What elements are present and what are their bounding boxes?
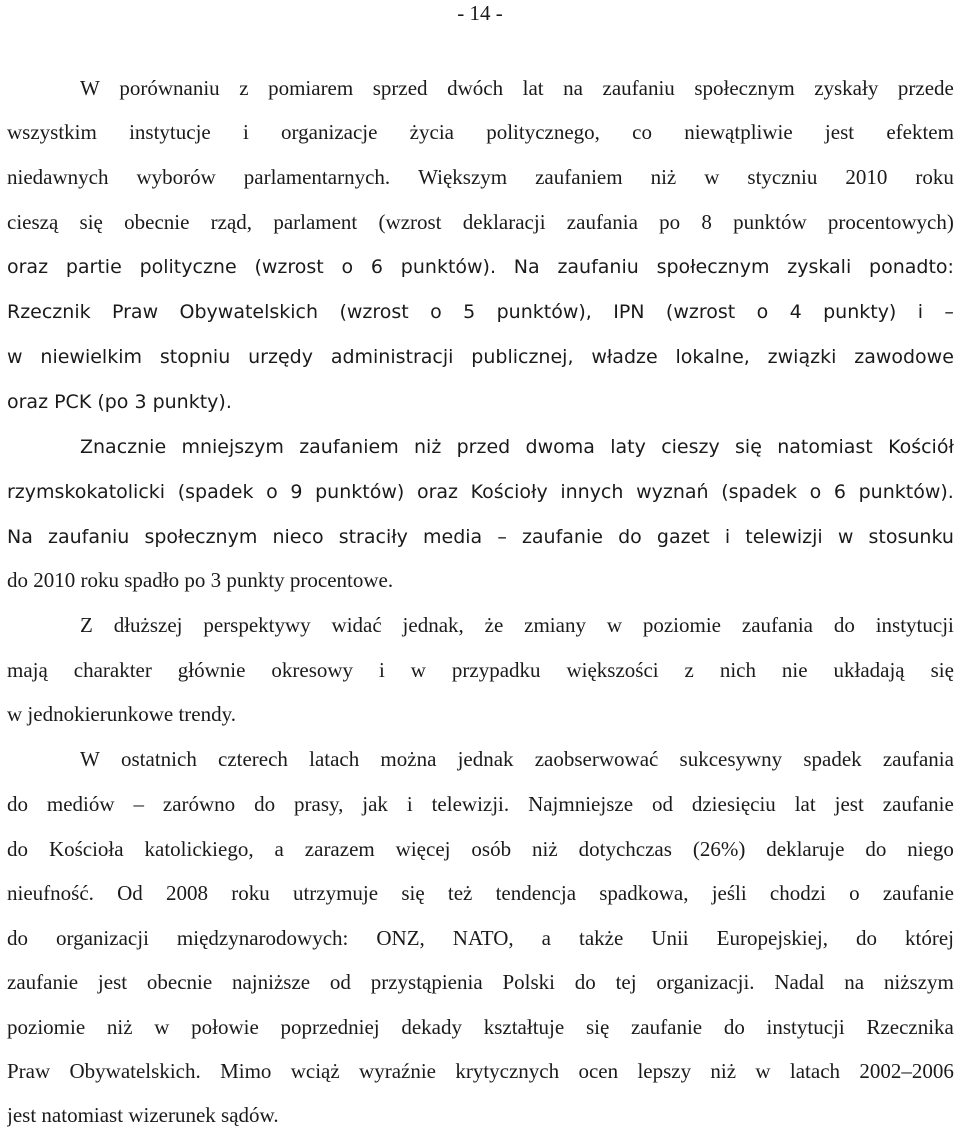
word: się [735, 436, 762, 458]
word: Kościoła [48, 837, 124, 861]
text-line: oraz PCK (po 3 punkty). [7, 391, 232, 413]
word: oraz [416, 481, 459, 503]
word: do [618, 526, 642, 548]
word: latach [309, 747, 360, 771]
word: międzynarodowych: [176, 926, 349, 950]
word: 2002–2006 [859, 1059, 954, 1083]
word: Europejskiej, [716, 926, 829, 950]
word: Obywatelskich. [69, 1059, 201, 1083]
word: też [447, 881, 473, 905]
word: z [684, 658, 694, 682]
word: w [704, 165, 720, 189]
word: katolickiego, [144, 837, 254, 861]
text-line [7, 344, 954, 370]
word: się [585, 1015, 610, 1039]
word: wciąż [290, 1059, 340, 1083]
word: nie [781, 658, 808, 682]
text-line: do 2010 roku spadło po 3 punkty procentowe. [7, 568, 394, 592]
word: niż [532, 837, 558, 861]
word: punktów [733, 210, 807, 234]
word: społecznym [694, 76, 795, 100]
word: niewątpliwie [684, 120, 793, 144]
word: niego [907, 837, 954, 861]
word: do [7, 837, 28, 861]
word: się [401, 881, 425, 905]
word: deklaracji [462, 210, 546, 234]
word: i [378, 658, 385, 682]
word: o [430, 301, 442, 323]
word: przed [456, 436, 511, 458]
word: parlamentarnych. [243, 165, 391, 189]
word: kształtuje [483, 1015, 565, 1039]
word: dziesięciu [691, 792, 776, 816]
word: 8 [701, 210, 712, 234]
word: instytucje [129, 120, 211, 144]
word: zaufaniu [602, 76, 675, 100]
word: nieufność. [7, 881, 94, 905]
word: Kościół [888, 436, 954, 458]
word: partie [65, 256, 122, 278]
word: się [79, 210, 103, 234]
word: zaufania [882, 747, 954, 771]
word: zaufaniu [557, 256, 639, 278]
word: – [133, 792, 144, 816]
word: sprzed [372, 76, 428, 100]
word: zawodowe [854, 346, 954, 368]
text-line [80, 746, 954, 772]
word: poziomie [7, 1015, 86, 1039]
word: – [944, 301, 954, 323]
word: stopniu [159, 346, 231, 368]
word: zarazem [304, 837, 375, 861]
word: wyraźnie [359, 1059, 436, 1083]
word: organizacji. [656, 970, 755, 994]
word: Rzecznik [7, 301, 91, 323]
word: do [7, 926, 28, 950]
word: obecnie [146, 970, 213, 994]
text-line: jest natomiast wizerunek sądów. [7, 1103, 279, 1127]
word: zaufanie [630, 1015, 703, 1039]
word: rząd, [210, 210, 253, 234]
word: cieszą [7, 210, 59, 234]
text-line [7, 880, 954, 906]
word: W [80, 747, 100, 771]
word: organizacje [281, 120, 378, 144]
word: mediów [46, 792, 115, 816]
word: ponadto: [869, 256, 954, 278]
word: a [541, 926, 551, 950]
word: nieco [272, 526, 324, 548]
word: punktów). [400, 256, 497, 278]
word: 5 [463, 301, 476, 323]
word: że [484, 613, 504, 637]
word: także [578, 926, 624, 950]
word: o [756, 301, 769, 323]
text-line [7, 299, 954, 325]
word: jeśli [711, 881, 747, 905]
word: głównie [177, 658, 246, 682]
word: lepszy [637, 1059, 692, 1083]
word: o [266, 481, 278, 503]
word: do [574, 970, 596, 994]
word: 6 [833, 481, 846, 503]
word: innych [560, 481, 624, 503]
word: w [154, 1015, 170, 1039]
word: urzędy [248, 346, 313, 368]
word: przede [897, 76, 954, 100]
word: Najmniejsze [528, 792, 634, 816]
word: punktów), [496, 301, 592, 323]
word: zarówno [162, 792, 236, 816]
word: Na [7, 526, 33, 548]
word: (wzrost [339, 301, 409, 323]
word: ocen [578, 1059, 619, 1083]
text-line [80, 612, 954, 638]
word: zmiany [524, 613, 586, 637]
word: 2010 [845, 165, 888, 189]
text-line [7, 209, 954, 235]
word: Unii [651, 926, 689, 950]
word: dekady [401, 1015, 463, 1039]
word: zaufania [741, 613, 813, 637]
word: okresowy [271, 658, 354, 682]
word: IPN [613, 301, 645, 323]
word: ONZ, [376, 926, 425, 950]
text-line [7, 1058, 954, 1084]
word: poziomie [642, 613, 722, 637]
word: (spadek [177, 481, 254, 503]
word: wyznań [636, 481, 709, 503]
word: więcej [395, 837, 451, 861]
word: wszystkim [7, 120, 97, 144]
word: porównaniu [119, 76, 220, 100]
word: widać [331, 613, 382, 637]
word: większości [566, 658, 659, 682]
word: natomiast [777, 436, 873, 458]
word: o [809, 481, 822, 503]
word: laty [610, 436, 646, 458]
word: lat [522, 76, 544, 100]
word: zaufaniem [535, 165, 623, 189]
word: instytucji [766, 1015, 845, 1039]
word: niż [650, 165, 677, 189]
text-line [7, 969, 954, 995]
word: obecnie [124, 210, 190, 234]
word: zaufaniem [299, 436, 399, 458]
word: (26%) [692, 837, 746, 861]
word: roku [231, 881, 270, 905]
word: media [423, 526, 483, 548]
word: mają [7, 658, 48, 682]
word: krytycznych [455, 1059, 560, 1083]
word: przystąpienia [370, 970, 483, 994]
word: jak [362, 792, 388, 816]
word: o [849, 881, 860, 905]
word: mniejszym [181, 436, 284, 458]
word: jednak [457, 747, 514, 771]
word: zyskały [814, 76, 879, 100]
word: Praw [7, 1059, 51, 1083]
word: telewizji [745, 526, 823, 548]
word: do [856, 926, 878, 950]
word: lat [794, 792, 816, 816]
word: 2008 [166, 881, 209, 905]
word: i [917, 301, 924, 323]
word: można [380, 747, 437, 771]
word: spadkowa, [599, 881, 689, 905]
word: zaufanie [882, 792, 954, 816]
word: stosunku [868, 526, 954, 548]
word: Większym [418, 165, 508, 189]
word: punktów). [858, 481, 954, 503]
word: sukcesywny [679, 747, 783, 771]
word: niż [414, 436, 442, 458]
word: prasy, [294, 792, 344, 816]
page-number: - 14 - [457, 1, 503, 25]
word: od [651, 792, 673, 816]
word: organizacji [56, 926, 149, 950]
word: od [329, 970, 351, 994]
word: utrzymuje [292, 881, 379, 905]
word: publicznej, [471, 346, 574, 368]
word: związki [767, 346, 837, 368]
word: efektem [886, 120, 954, 144]
word: i [724, 526, 731, 548]
word: niedawnych [7, 165, 109, 189]
text-line [7, 925, 954, 951]
word: zaobserwować [534, 747, 659, 771]
text-line [7, 524, 954, 550]
word: – [497, 526, 507, 548]
word: w [410, 658, 426, 682]
word: charakter [73, 658, 152, 682]
word: zaufania [566, 210, 638, 234]
word: i [406, 792, 413, 816]
word: do [7, 792, 28, 816]
word: do [723, 1015, 745, 1039]
text-line [7, 164, 954, 190]
word: zyskali [787, 256, 852, 278]
word: której [905, 926, 954, 950]
word: administracji [330, 346, 454, 368]
word: Znacznie [80, 436, 167, 458]
word: Praw [112, 301, 159, 323]
word: niewielkim [40, 346, 142, 368]
text-line [80, 75, 954, 101]
word: w [755, 1059, 771, 1083]
word: jednak, [402, 613, 464, 637]
word: latach [789, 1059, 841, 1083]
word: 4 [789, 301, 802, 323]
word: NATO, [452, 926, 514, 950]
word: straciły [338, 526, 408, 548]
word: jest [834, 792, 864, 816]
word: instytucji [875, 613, 954, 637]
word: poprzedniej [280, 1015, 380, 1039]
word: Rzecznika [866, 1015, 954, 1039]
word: układają [833, 658, 905, 682]
word: do [865, 837, 887, 861]
word: perspektywy [203, 613, 311, 637]
word: pomiarem [268, 76, 354, 100]
word: deklaruje [766, 837, 845, 861]
text-line [7, 657, 954, 683]
word: najniższe [231, 970, 311, 994]
word: telewizji. [431, 792, 510, 816]
word: władze [591, 346, 658, 368]
word: Od [117, 881, 143, 905]
word: styczniu [747, 165, 818, 189]
word: roku [915, 165, 954, 189]
word: życia [409, 120, 454, 144]
word: a [274, 837, 284, 861]
text-line [7, 791, 954, 817]
word: polityczne [139, 256, 237, 278]
word: (wzrost [665, 301, 736, 323]
word: punktów) [315, 481, 405, 503]
word: niż [106, 1015, 133, 1039]
word: spadek [803, 747, 862, 771]
word: i [242, 120, 249, 144]
word: do [833, 613, 855, 637]
word: dłuższej [113, 613, 183, 637]
text-line [80, 434, 954, 460]
text-line: w jednokierunkowe trendy. [7, 702, 236, 726]
word: nich [719, 658, 756, 682]
word: zaufaniu [47, 526, 130, 548]
text-line [7, 1014, 954, 1040]
word: oraz [7, 256, 49, 278]
word: zaufanie [882, 881, 954, 905]
text-line [7, 479, 954, 505]
word: Kościoły [470, 481, 548, 503]
word: społecznym [144, 526, 258, 548]
word: zaufanie [521, 526, 603, 548]
word: parlament [273, 210, 358, 234]
word: po [659, 210, 681, 234]
word: procentowych) [827, 210, 954, 234]
word: na [563, 76, 583, 100]
word: rzymskokatolicki [7, 481, 166, 503]
word: 6 [370, 256, 384, 278]
word: lokalne, [675, 346, 750, 368]
word: się [930, 658, 954, 682]
word: ostatnich [121, 747, 197, 771]
word: Mimo [220, 1059, 272, 1083]
text-line [7, 254, 954, 280]
word: gazet [656, 526, 710, 548]
word: Polski [502, 970, 555, 994]
word: niższym [883, 970, 954, 994]
word: osób [471, 837, 512, 861]
word: politycznego, [486, 120, 600, 144]
word: (wzrost [254, 256, 324, 278]
word: 9 [290, 481, 303, 503]
word: z [239, 76, 249, 100]
text-line [7, 119, 954, 145]
word: co [632, 120, 652, 144]
word: czterech [218, 747, 288, 771]
word: w [606, 613, 622, 637]
word: jest [824, 120, 855, 144]
word: dwoma [525, 436, 595, 458]
word: tej [615, 970, 637, 994]
word: dwóch [447, 76, 504, 100]
word: do [254, 792, 276, 816]
word: dotychczas [578, 837, 672, 861]
text-line [7, 836, 954, 862]
word: W [80, 76, 100, 100]
word: punkty) [823, 301, 897, 323]
word: Na [513, 256, 540, 278]
word: w [837, 526, 854, 548]
word: cieszy [661, 436, 720, 458]
word: zaufanie [7, 970, 79, 994]
word: Nadal [774, 970, 825, 994]
word: na [844, 970, 865, 994]
word: (wzrost [378, 210, 442, 234]
word: Obywatelskich [179, 301, 319, 323]
word: Z [80, 613, 93, 637]
word: tendencja [495, 881, 577, 905]
word: (spadek [721, 481, 797, 503]
word: jest [97, 970, 128, 994]
word: społecznym [656, 256, 770, 278]
word: niż [710, 1059, 737, 1083]
word: w [7, 346, 23, 368]
word: o [341, 256, 354, 278]
word: połowie [191, 1015, 259, 1039]
word: przypadku [451, 658, 541, 682]
word: chodzi [769, 881, 826, 905]
word: wyborów [136, 165, 216, 189]
